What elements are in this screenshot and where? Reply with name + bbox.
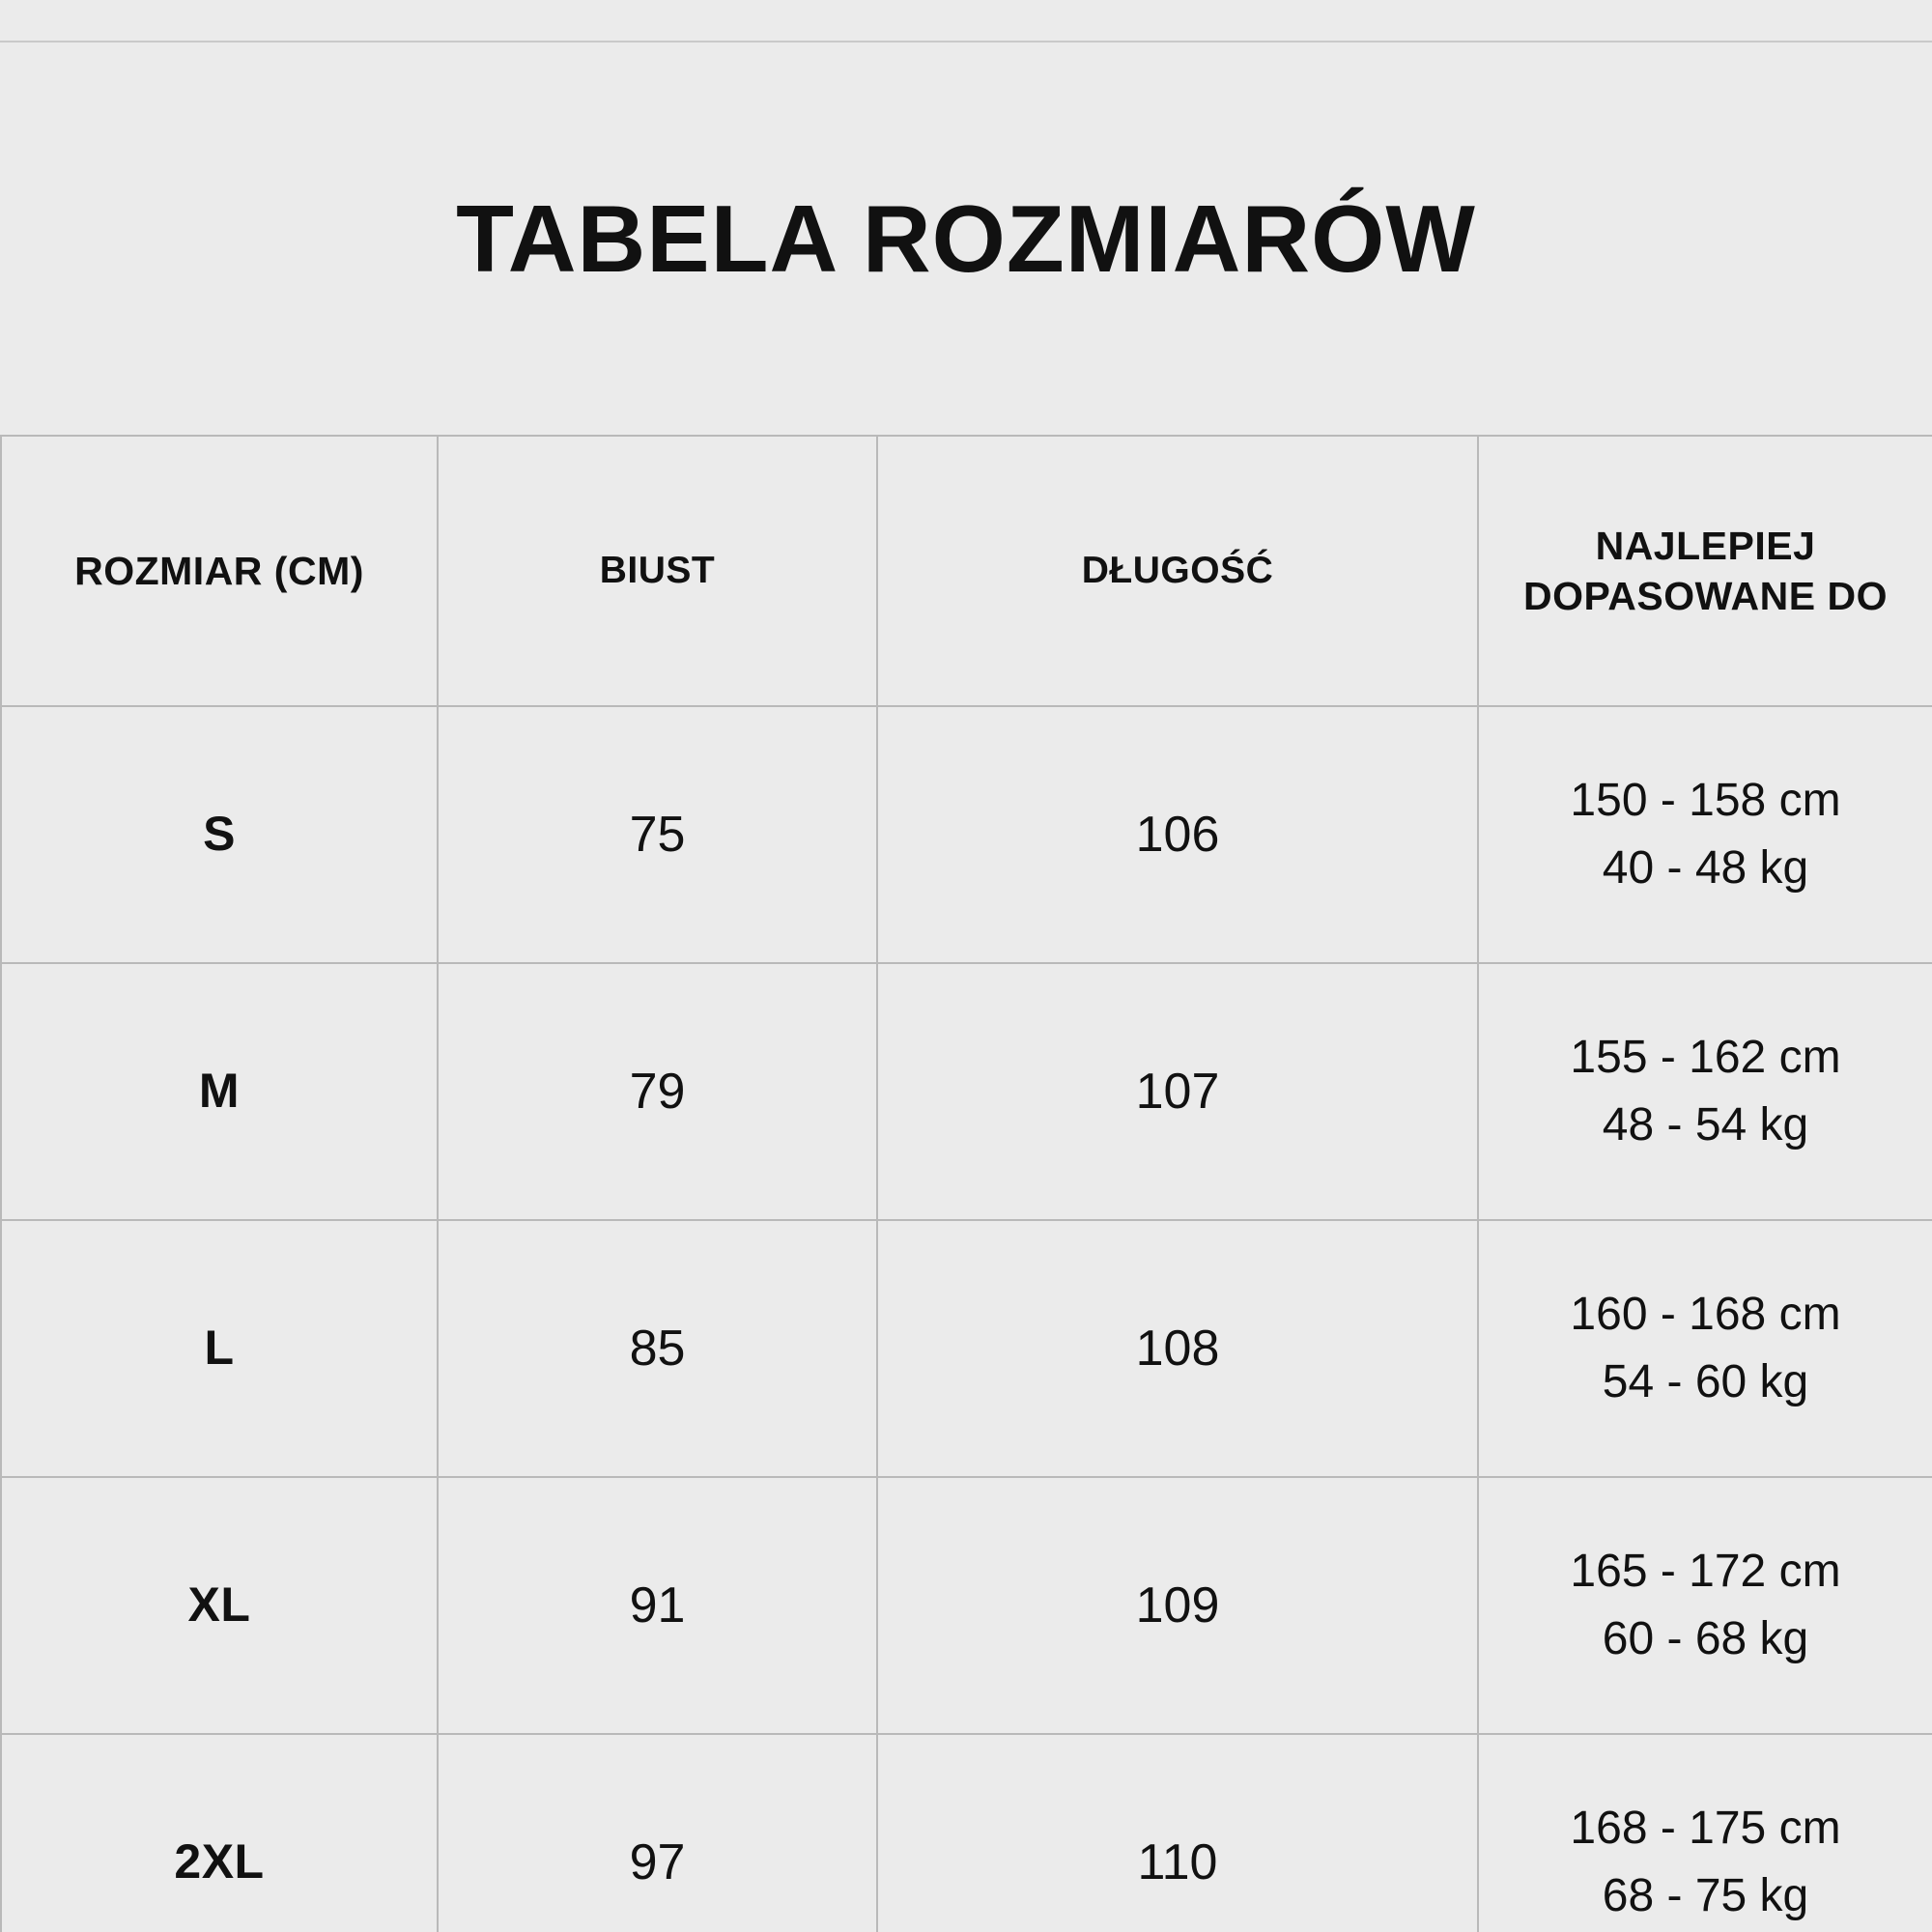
cell-best-fit-weight: 54 - 60 kg [1602,1356,1809,1407]
cell-best-fit [1478,1220,1932,1477]
cell-best-fit [1478,1734,1932,1932]
table-body [1,706,1932,1932]
cell-length: 108 [877,1220,1478,1477]
column-header-length: DŁUGOŚĆ [877,436,1478,706]
cell-best-fit-height: 168 - 175 cm [1570,1803,1841,1855]
table-row [1,963,1932,1220]
size-table [0,435,1932,1932]
column-header-best-fit-line2: DOPASOWANE DO [1522,574,1889,618]
cell-bust: 85 [438,1220,877,1477]
cell-best-fit-height: 150 - 158 cm [1570,775,1841,827]
cell-length: 106 [877,706,1478,963]
column-header-bust: BIUST [438,436,877,706]
table-row [1,1477,1932,1734]
cell-best-fit-height: 155 - 162 cm [1570,1032,1841,1084]
cell-best-fit-weight: 40 - 48 kg [1602,842,1809,894]
cell-size: 2XL [1,1734,438,1932]
cell-bust: 97 [438,1734,877,1932]
cell-bust: 75 [438,706,877,963]
page-title: TABELA ROZMIARÓW [456,185,1476,292]
cell-best-fit-weight: 60 - 68 kg [1602,1613,1809,1664]
column-header-best-fit [1478,436,1932,706]
title-area [0,43,1932,435]
cell-bust: 91 [438,1477,877,1734]
cell-best-fit [1478,1477,1932,1734]
table-row [1,1220,1932,1477]
table-row [1,1734,1932,1932]
cell-best-fit-height: 165 - 172 cm [1570,1546,1841,1598]
cell-size: M [1,963,438,1220]
cell-length: 109 [877,1477,1478,1734]
cell-length: 110 [877,1734,1478,1932]
table-row [1,706,1932,963]
column-header-size: ROZMIAR (CM) [1,436,438,706]
cell-size: S [1,706,438,963]
cell-size: L [1,1220,438,1477]
cell-size: XL [1,1477,438,1734]
cell-best-fit-weight: 68 - 75 kg [1602,1870,1809,1921]
cell-best-fit-weight: 48 - 54 kg [1602,1099,1809,1151]
cell-best-fit [1478,706,1932,963]
table-header-row [1,436,1932,706]
cell-length: 107 [877,963,1478,1220]
cell-best-fit [1478,963,1932,1220]
table-header [1,436,1932,706]
column-header-best-fit-line1: NAJLEPIEJ [1595,523,1816,568]
cell-best-fit-height: 160 - 168 cm [1570,1289,1841,1341]
cell-bust: 79 [438,963,877,1220]
